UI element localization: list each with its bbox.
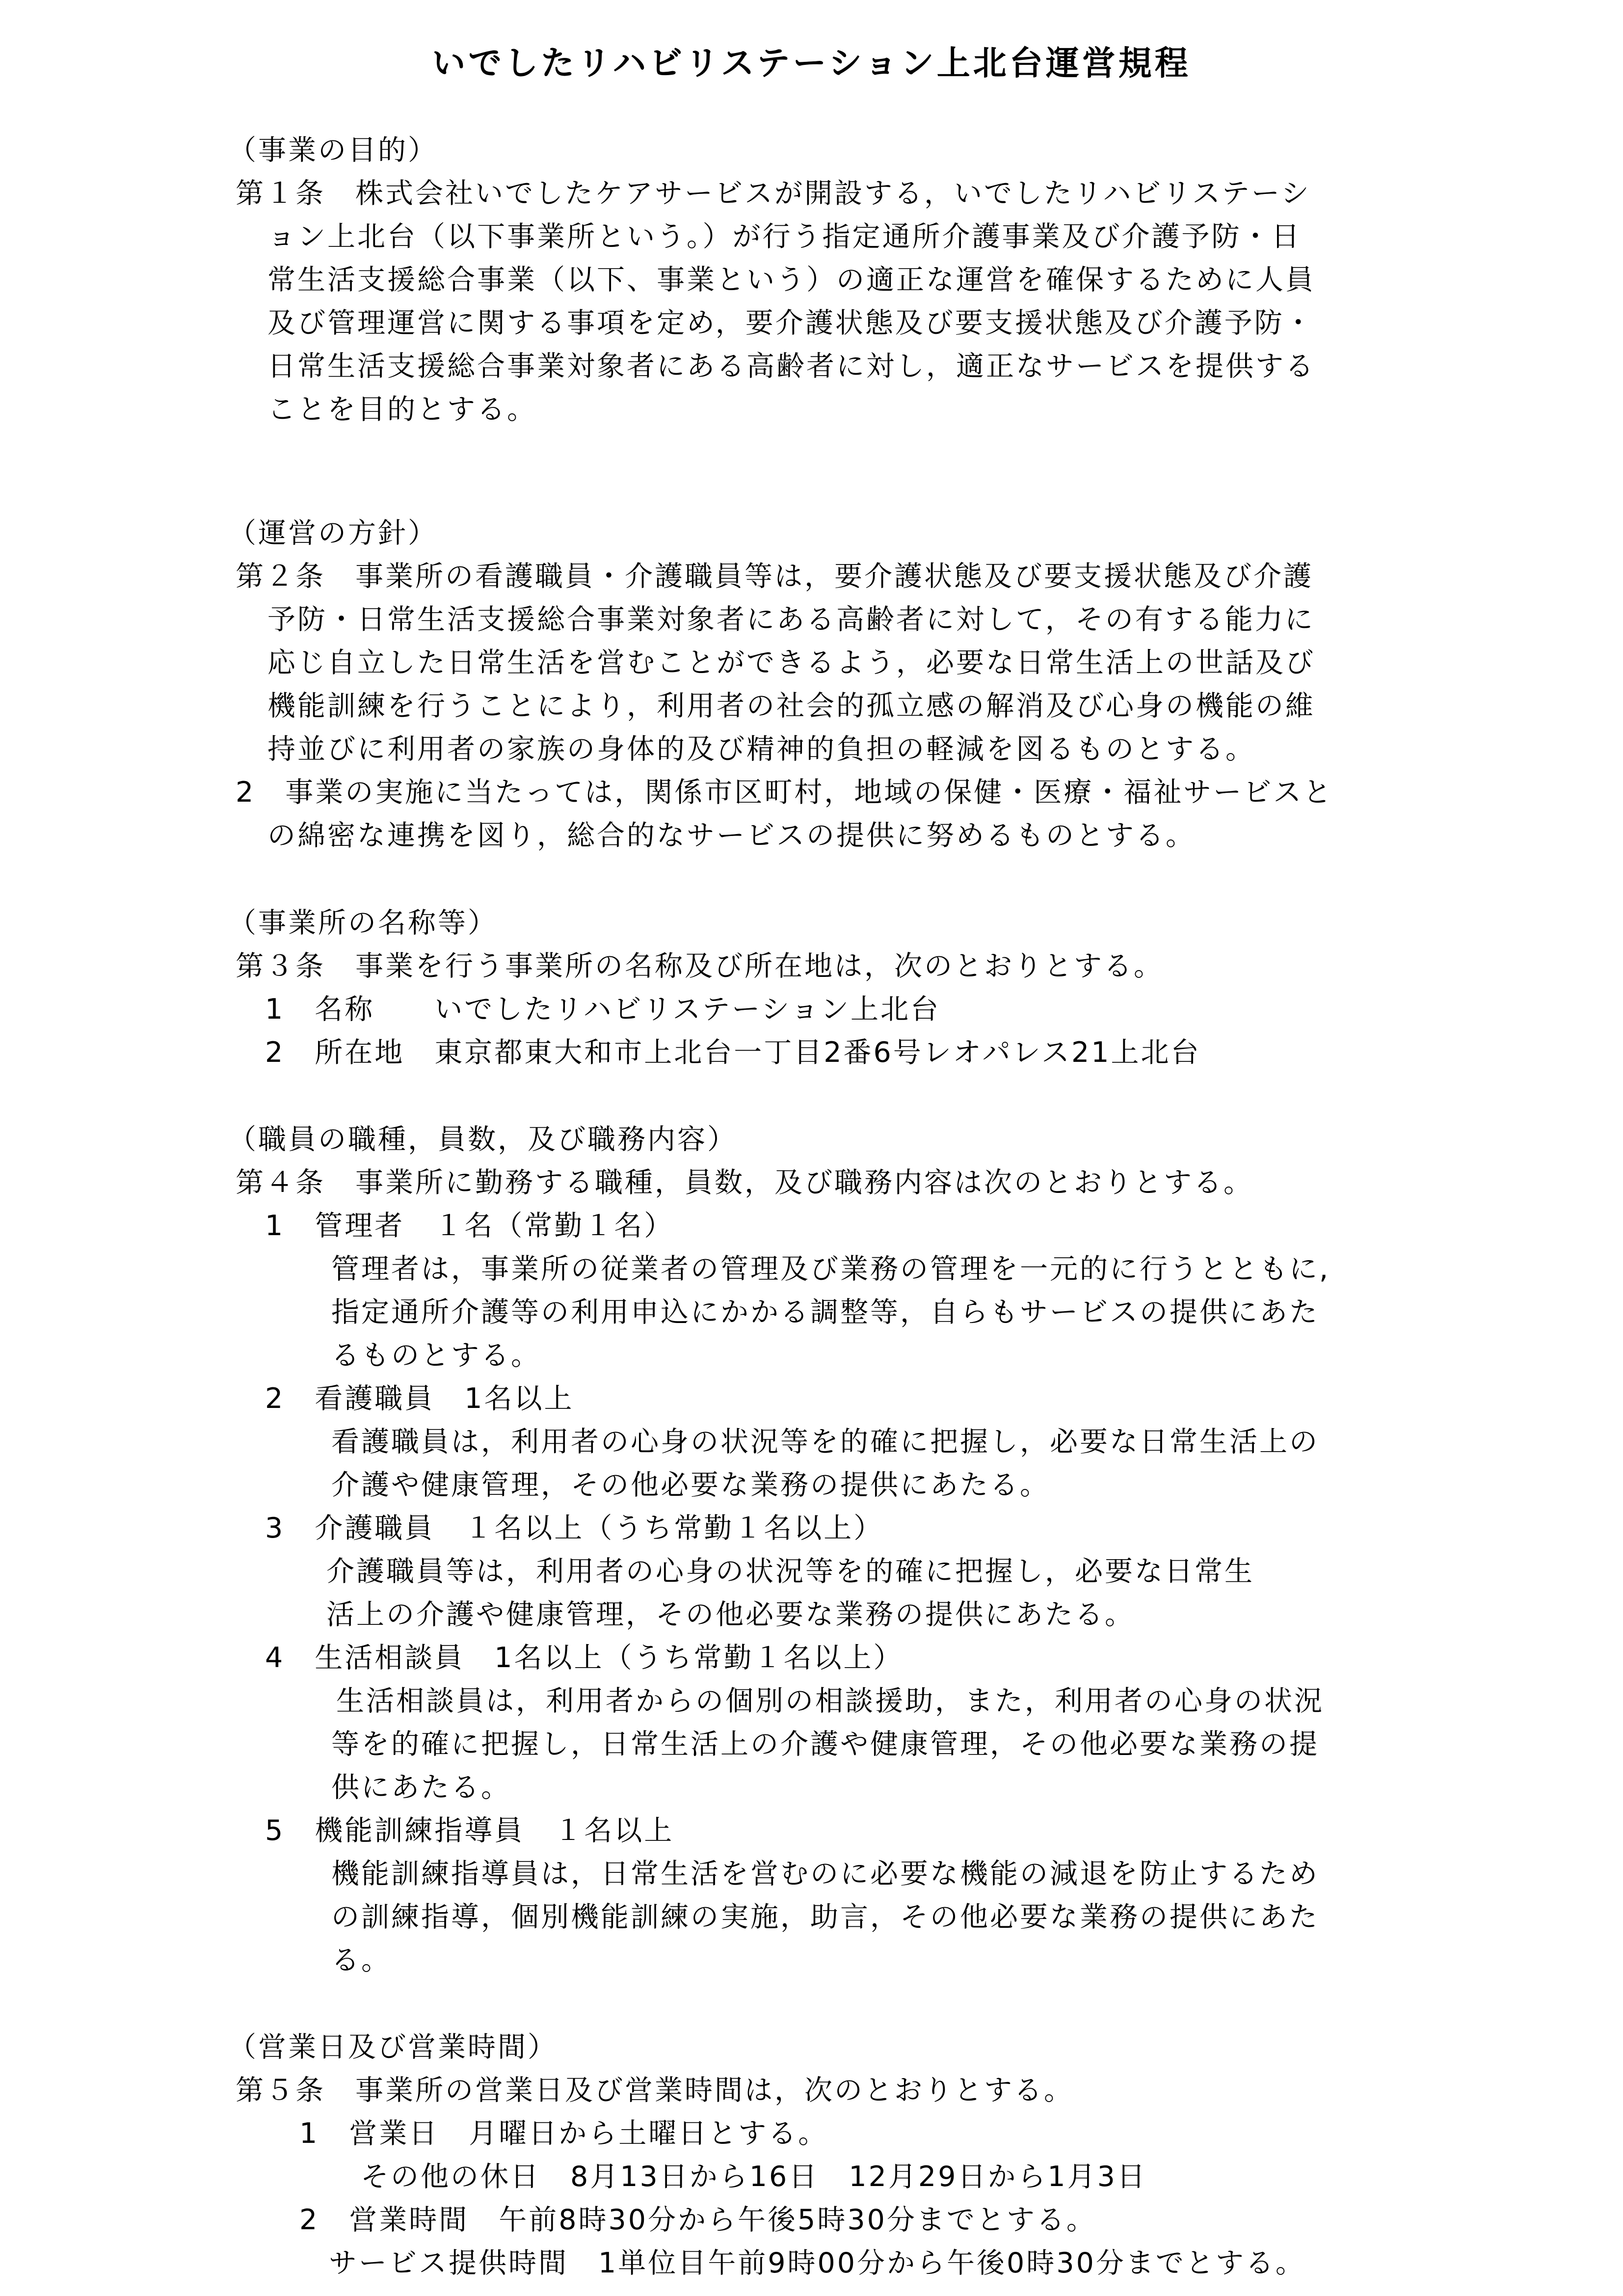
article4-line: 5 機能訓練指導員 １名以上 (265, 1814, 674, 1847)
article2-line: 予防・日常生活支援総合事業対象者にある高齢者に対して，その有する能力に (267, 603, 1315, 636)
article1-line: 常生活支援総合事業（以下、事業という）の適正な運営を確保するために人員 (267, 264, 1315, 296)
article4-line: 3 介護職員 １名以上（うち常勤１名以上） (265, 1512, 884, 1544)
article2-line: 応じ自立した日常生活を営むことができるよう，必要な日常生活上の世話及び (267, 647, 1315, 679)
article4-line: 看護職員は，利用者の心身の状況等を的確に把握し，必要な日常生活上の (331, 1426, 1319, 1458)
article4-line: 機能訓練指導員は，日常生活を営むのに必要な機能の減退を防止するため (331, 1858, 1319, 1890)
article4-line: 活上の介護や健康管理，その他必要な業務の提供にあたる。 (326, 1598, 1135, 1631)
article5-line: サービス提供時間 1単位目午前9時00分から午後0時30分までとする。 (329, 2247, 1305, 2279)
article4-line: 第４条 事業所に勤務する職種，員数，及び職務内容は次のとおりとする。 (236, 1166, 1253, 1199)
article3-heading: （事業所の名称等） (228, 907, 498, 939)
article2-line: 2 事業の実施に当たっては，関係市区町村，地域の保健・医療・福祉サービスと (236, 776, 1333, 809)
article2-heading: （運営の方針） (228, 517, 438, 549)
article5-line: その他の休日 8月13日から16日 12月29日から1月3日 (361, 2161, 1147, 2193)
article4-line: 生活相談員は，利用者からの個別の相談援助，また，利用者の心身の状況 (336, 1685, 1324, 1717)
article2-line: の綿密な連携を図り，総合的なサービスの提供に努めるものとする。 (267, 819, 1196, 852)
article4-line: るものとする。 (331, 1339, 541, 1372)
article1-line: ョン上北台（以下事業所という。）が行う指定通所介護事業及び介護予防・日 (267, 220, 1302, 253)
article1-line: 日常生活支援総合事業対象者にある高齢者に対し，適正なサービスを提供する (267, 350, 1315, 382)
article1-line: 第１条 株式会社いでしたケアサービスが開設する，いでしたリハビリステーシ (236, 177, 1311, 210)
article1-heading: （事業の目的） (228, 134, 438, 166)
document-title: いでしたリハビリステーション上北台運営規程 (432, 44, 1191, 83)
article1-line: 及び管理運営に関する事項を定め，要介護状態及び要支援状態及び介護予防・ (267, 307, 1314, 339)
article4-line: 介護職員等は，利用者の心身の状況等を的確に把握し，必要な日常生 (326, 1555, 1254, 1588)
article4-line: の訓練指導，個別機能訓練の実施，助言，その他必要な業務の提供にあた (331, 1901, 1319, 1933)
article3-line: 1 名称 いでしたリハビリステーション上北台 (265, 993, 940, 1026)
article4-line: る。 (331, 1944, 391, 1976)
article2-line: 持並びに利用者の家族の身体的及び精神的負担の軽減を図るものとする。 (267, 733, 1255, 765)
article1-line: ことを目的とする。 (267, 393, 537, 426)
article5-line: 1 営業日 月曜日から土曜日とする。 (299, 2117, 828, 2150)
article4-line: 管理者は，事業所の従業者の管理及び業務の管理を一元的に行うとともに, (331, 1253, 1330, 1285)
article5-heading: （営業日及び営業時間） (228, 2031, 558, 2063)
article3-line: 2 所在地 東京都東大和市上北台一丁目2番6号レオパレス21上北台 (265, 1036, 1201, 1069)
article4-line: 介護や健康管理，その他必要な業務の提供にあたる。 (331, 1469, 1050, 1501)
article4-line: 4 生活相談員 1名以上（うち常勤１名以上） (265, 1642, 904, 1674)
article4-heading: （職員の職種，員数，及び職務内容） (228, 1123, 737, 1156)
article4-line: 2 看護職員 1名以上 (265, 1382, 574, 1415)
article4-line: 指定通所介護等の利用申込にかかる調整等，自らもサービスの提供にあた (331, 1296, 1319, 1328)
article2-line: 第２条 事業所の看護職員・介護職員等は，要介護状態及び要支援状態及び介護 (236, 560, 1313, 593)
article4-line: 供にあたる。 (331, 1771, 511, 1804)
article2-line: 機能訓練を行うことにより，利用者の社会的孤立感の解消及び心身の機能の維 (267, 690, 1315, 722)
article4-line: 等を的確に把握し，日常生活上の介護や健康管理，その他必要な業務の提 (331, 1728, 1319, 1760)
article3-line: 第３条 事業を行う事業所の名称及び所在地は，次のとおりとする。 (236, 950, 1164, 982)
article5-line: 第５条 事業所の営業日及び営業時間は，次のとおりとする。 (236, 2074, 1074, 2107)
article4-line: 1 管理者 １名（常勤１名） (265, 1210, 674, 1242)
article5-line: 2 営業時間 午前8時30分から午後5時30分までとする。 (299, 2204, 1096, 2236)
